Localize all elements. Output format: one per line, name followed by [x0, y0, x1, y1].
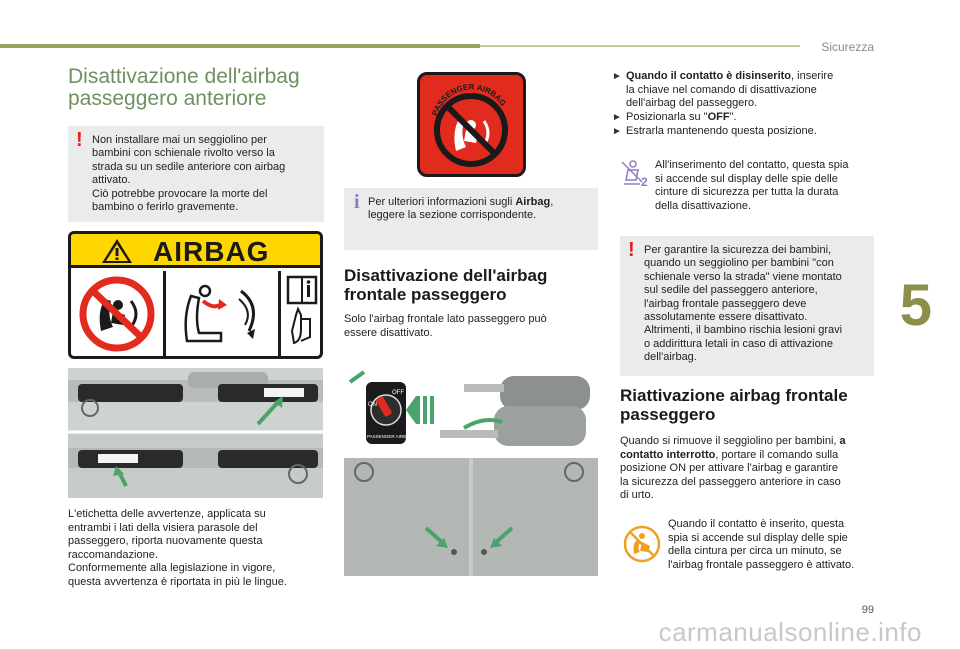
chapter-number: 5 — [899, 273, 932, 338]
section-label: Sicurezza — [821, 40, 874, 54]
airbag-warning-sticker — [68, 231, 323, 359]
seat-airbag-deploy-icon — [169, 271, 279, 357]
bullet-arrow-icon: ► — [612, 71, 622, 82]
warning-box-right: ! Per garantire la sicurezza dei bambini, quando un seggiolino per bambini "con schienale verso la strada" viene montato sul sedile del passeggero anteriore, l'airbag frontale passeggero deve assolutamente essere disattivato. Altrimenti, il bambino rischia lesioni gravi o addirittura letali in caso di attivazione dell'airbag. — [620, 236, 874, 376]
no-rear-facing-seat-icon — [71, 271, 163, 357]
switch-off-label: OFF — [392, 390, 404, 396]
seatbelt-off-lamp-icon — [620, 160, 652, 188]
lamp-note: All'inserimento del contatto, questa spia si accende sul display delle spie delle cinture di sicurezza per tutta la durata della disattivazione. — [655, 159, 849, 212]
watermark-text: carmanualsonline.info — [658, 617, 922, 647]
header-bar-thin — [480, 45, 800, 47]
manual-cell — [284, 271, 320, 357]
info-icon: i — [354, 191, 360, 213]
passenger-airbag-sticker — [417, 72, 526, 177]
warning-triangle-icon — [101, 238, 133, 264]
info-box-middle: i Per ulteriori informazioni sugli Airbag, leggere la sezione corrispondente. — [344, 188, 598, 250]
sticker-airbag-word: AIRBAG — [153, 236, 270, 267]
section-title-reactivation: Riattivazione airbag frontale passeggero — [620, 386, 848, 424]
svg-text:2: 2 — [641, 175, 648, 188]
sun-visor-photo — [68, 368, 323, 498]
sun-visor-illustration — [68, 368, 323, 498]
owner-manual-icon — [284, 271, 320, 357]
no-child-seat-cell — [71, 271, 166, 357]
warning-exclamation-icon: ! — [76, 129, 83, 151]
page-title: Disattivazione dell'airbag passeggero anteriore — [68, 65, 300, 110]
push-arrow-icon — [406, 396, 434, 424]
bullet-arrow-icon: ► — [612, 126, 622, 137]
seat-airbag-cell — [169, 271, 281, 357]
passenger-airbag-arc-text: PASSENGER AIRBAG — [430, 82, 508, 117]
key-switch-diagram — [344, 362, 598, 576]
header-bar — [0, 44, 480, 48]
warning-exclamation-icon: ! — [628, 239, 635, 261]
reactivation-body: Quando si rimuove il seggiolino per bambini, a contatto interrotto, portare il comando sulla posizione ON per attivare l'airbag e garantire la sicurezza del passeggero anteriore in caso di urto. — [620, 435, 846, 502]
warning-box-left: ! Non installare mai un seggiolino per bambini con schienale rivolto verso la strada su un sedile anteriore con airbag attivato. Ciò potrebbe provocare la morte del bambino o ferirlo gravemente. — [68, 126, 324, 222]
sticker-header — [71, 234, 320, 268]
switch-on-label: ON — [368, 402, 377, 408]
sticker-caption: L'etichetta delle avvertenze, applicata su entrambi i lati della visiera parasole del passeggero, riporta nuovamente questa raccomandazione. Conformemente alla legislazione in vigore, questa avvertenza è riportata in più le lingue. — [68, 508, 287, 588]
airbag-on-lamp-icon — [622, 524, 662, 564]
key-switch-illustration — [344, 362, 598, 576]
page-number: 99 — [861, 604, 874, 616]
airbag-lamp-note: Quando il contatto è inserito, questa spia si accende sul display delle spie della cintura per circa un minuto, se l'airbag frontale passeggero è attivato. — [668, 518, 855, 571]
deactivation-body: Solo l'airbag frontale lato passeggero può essere disattivato. — [344, 313, 547, 339]
passenger-airbag-no-seat-icon — [420, 75, 523, 174]
switch-passenger-airbag-label: PASSENGER AIRBAG — [367, 434, 413, 439]
bullet-arrow-icon: ► — [612, 112, 622, 123]
section-title-deactivation: Disattivazione dell'airbag frontale passeggero — [344, 266, 548, 304]
